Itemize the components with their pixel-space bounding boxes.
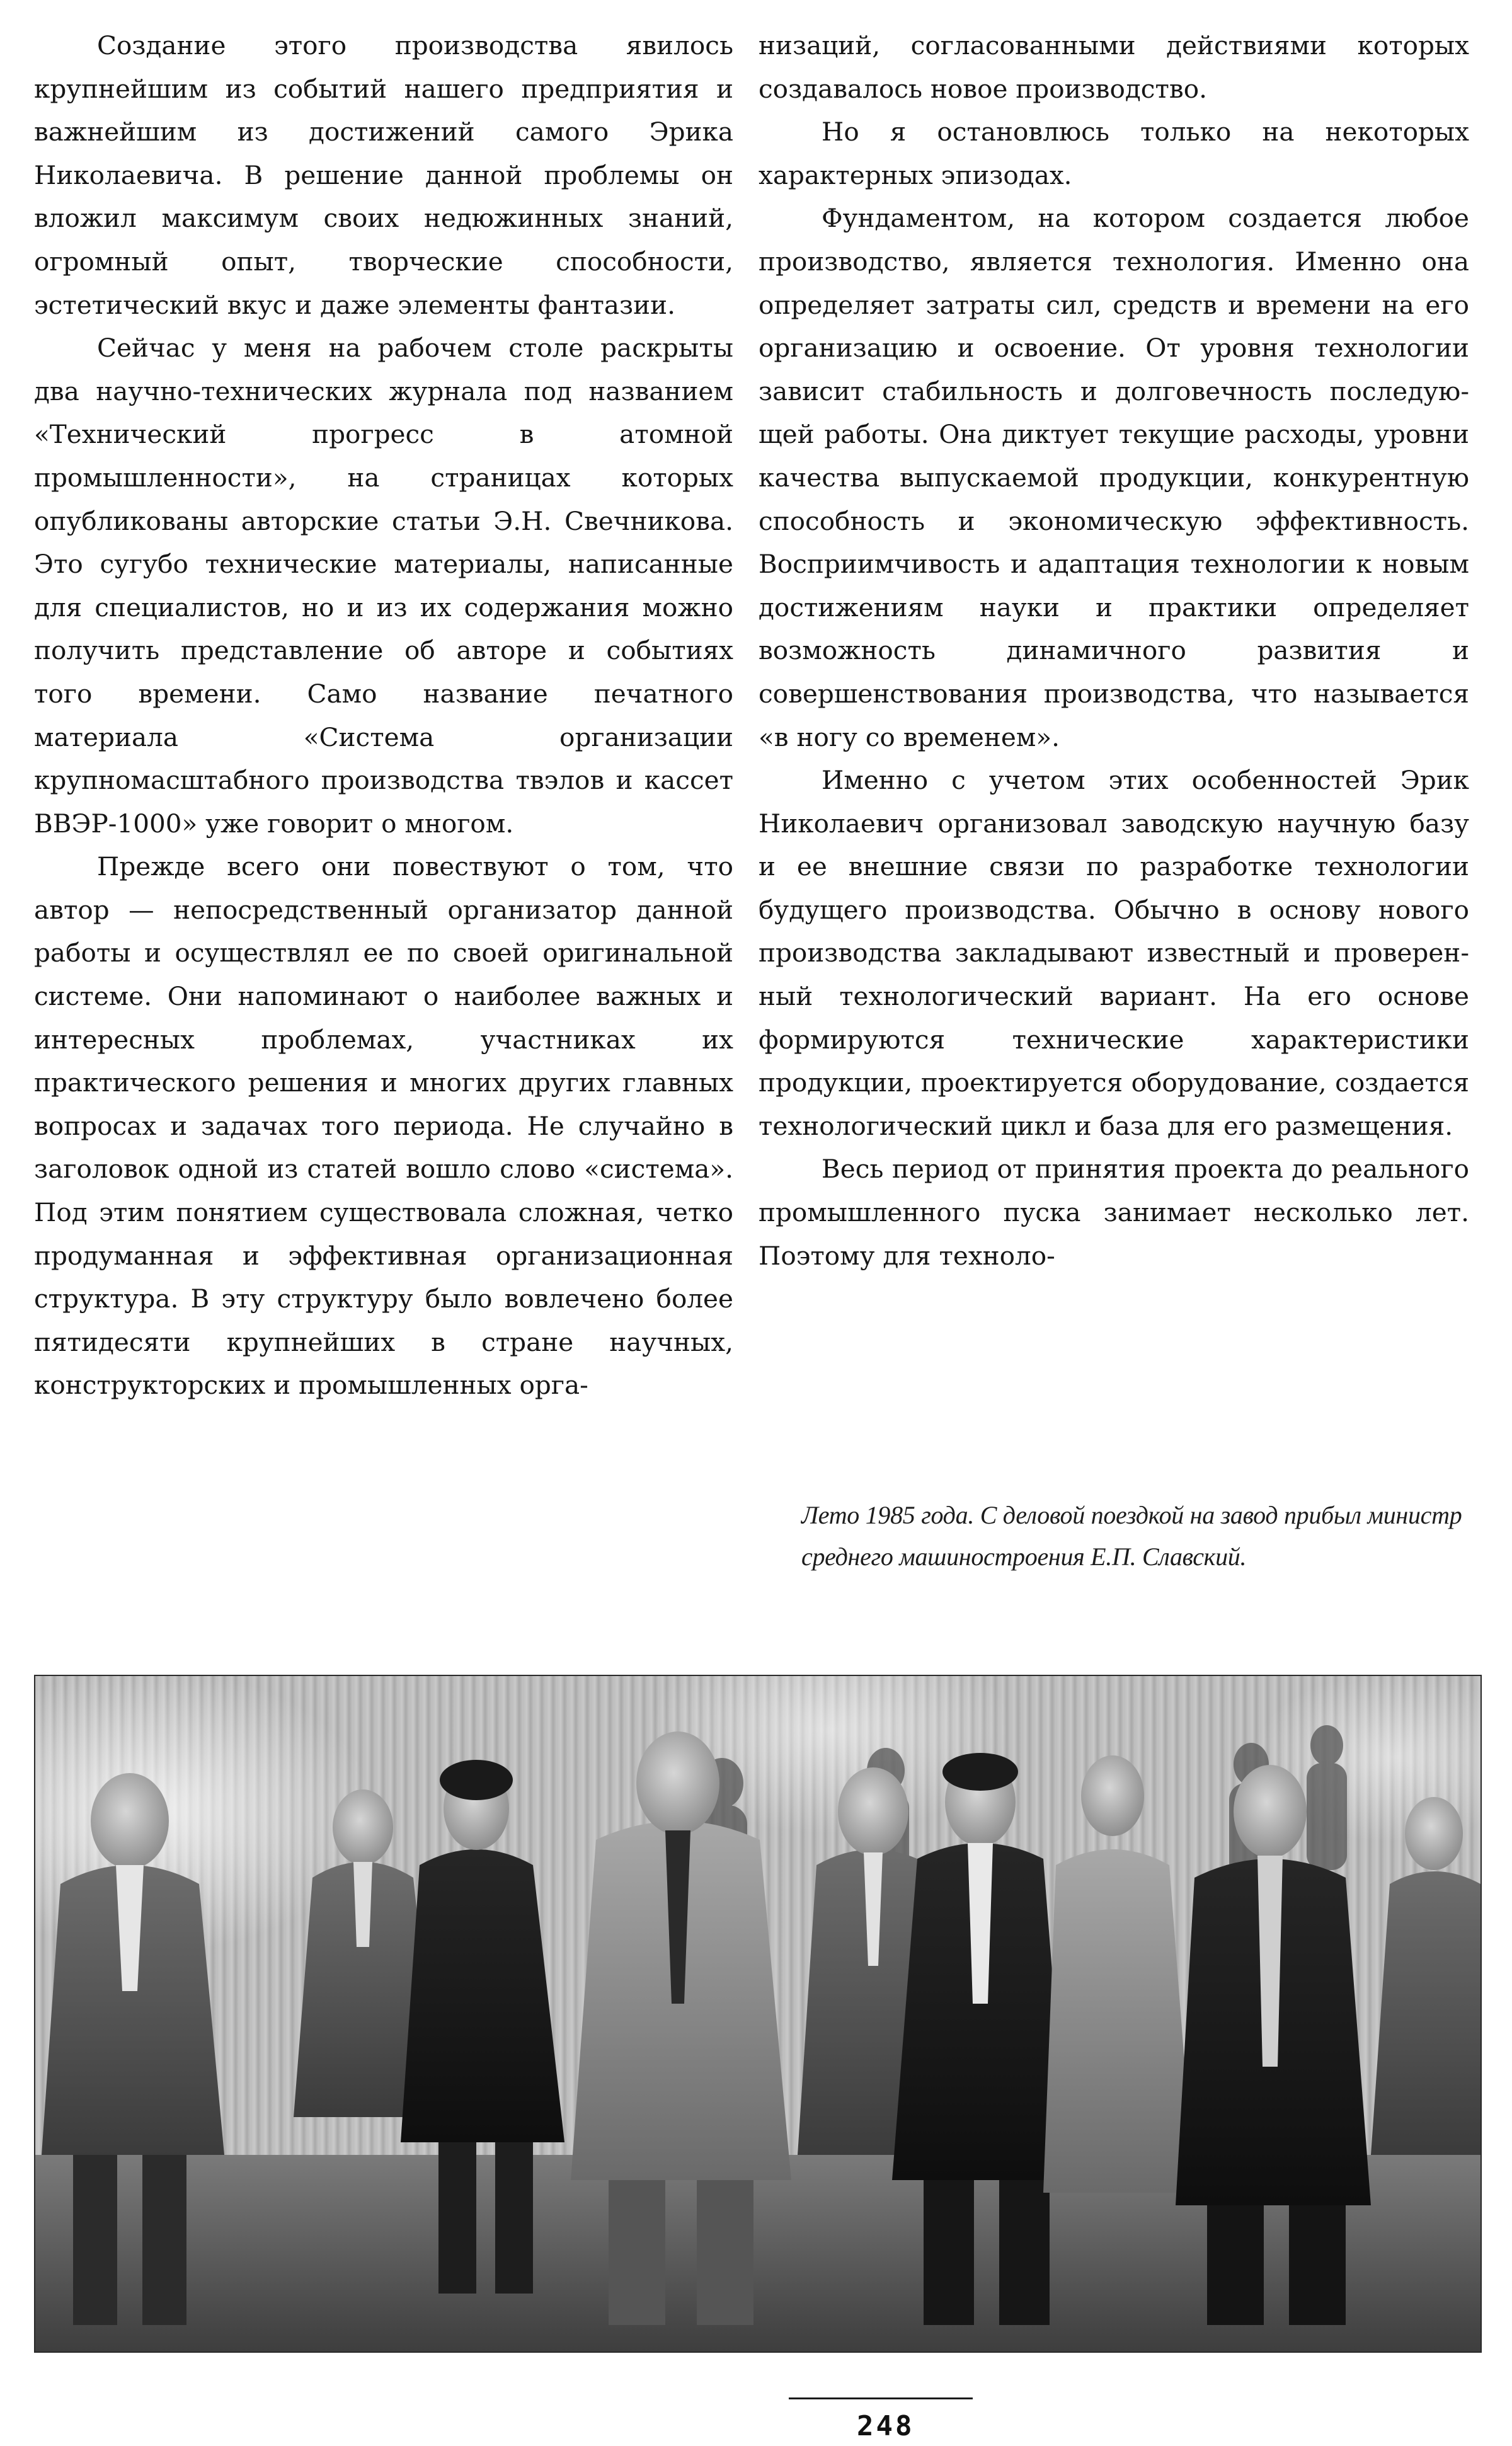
paragraph: Весь период от принятия проекта до реального промышленного пуска занимает несколько лет. Поэтому для техноло-	[759, 1154, 1469, 1271]
page-number: 248	[857, 2410, 915, 2442]
paragraph: Создание этого производства явилось крупнейшим из событий нашего предприятия и важнейшим из достижений самого Эрика Николаевича. В решение данной проблемы он вложил максимум своих недюжинных знаний, огромный опыт, творческие способности, эстетический вкус и даже элементы фантазии.	[34, 30, 733, 320]
group-photograph	[34, 1675, 1482, 2353]
left-text-column	[34, 24, 733, 1407]
paragraph-continuation: низаций, согласованными действиями которых создавалось новое производство.	[759, 30, 1469, 104]
paragraph: Но я остановлюсь только на некоторых характерных эпизодах.	[759, 117, 1469, 190]
paragraph: Фундаментом, на котором создается любое производство, является технология. Именно она определяет затраты сил, средств и времени на его организацию и освоение. От уровня технологии зависит стабильность и долговечность последующей работы. Она диктует текущие расходы, уровни качества выпускаемой продукции, конкурентную способность и экономическую эффективность. Восприимчивость и адаптация технологии к новым достижениям науки и практики определяет возможность динамичного развития и совершенствования производства, что называется «в ногу со временем».	[759, 203, 1469, 752]
right-text-column	[759, 24, 1469, 1277]
page-number-rule	[789, 2397, 973, 2399]
paragraph: Именно с учетом этих особенностей Эрик Николаевич организовал заводскую научную базу и ее внешние связи по разработке технологии будущего производства. Обычно в основу нового производства закладывают известный и проверенный технологический вариант. На его основе формируются технические характеристики продукции, проектируется оборудование, создается технологический цикл и база для его размещения.	[759, 765, 1469, 1141]
paragraph: Прежде всего они повествуют о том, что автор — непосредственный организатор данной работы и осуществлял ее по своей оригинальной системе. Они напоминают о наиболее важных и интересных проблемах, участниках их практического решения и многих других главных вопросах и задачах того периода. Не случайно в заголовок одной из статей вошло слово «система». Под этим понятием существовала сложная, четко продуманная и эффективная организационная структура. В эту структуру было вовлечено более пятидесяти крупнейших в стране научных, конструкторских и промышленных орга-	[34, 851, 733, 1401]
photo-figures	[35, 1676, 1480, 2351]
photo-caption: Лето 1985 года. С деловой поездкой на завод прибыл министр среднего машиностроения Е.П. Славский.	[801, 1501, 1462, 1571]
paragraph: Сейчас у меня на рабочем столе раскрыты два научно-технических журнала под названием «Технический прогресс в атомной промышленности», на страницах которых опубликованы авторские статьи Э.Н. Свечникова. Это сугубо технические материалы, написанные для специалистов, но и из их содержания можно получить представление об авторе и событиях того времени. Само название печатного материала «Система организации крупномасштабного производства твэлов и кассет ВВЭР-1000» уже говорит о многом.	[34, 333, 733, 839]
